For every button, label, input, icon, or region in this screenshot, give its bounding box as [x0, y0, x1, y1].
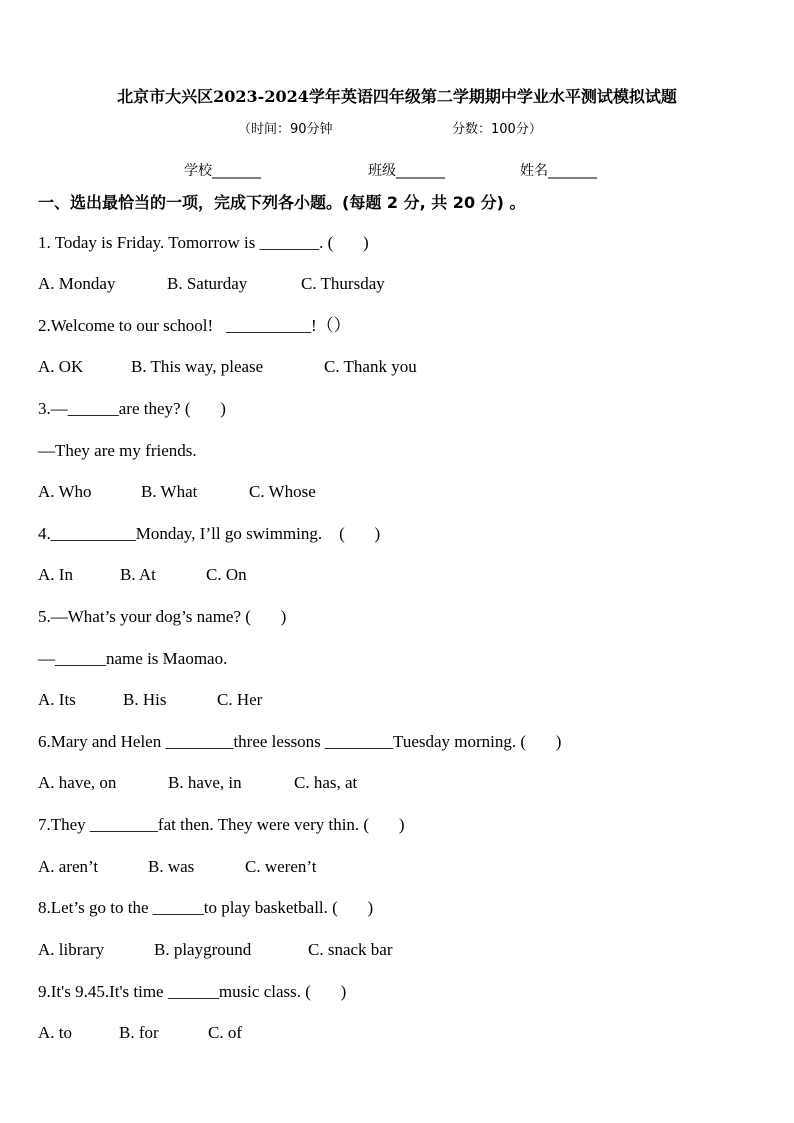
question-9-options — [38, 1022, 242, 1044]
question-4: 4.__________Monday, I’ll go swimming. ( ) — [38, 524, 381, 543]
option-a: A. to — [38, 1023, 72, 1042]
option-c: C. snack bar — [308, 940, 393, 959]
question-8: 8.Let’s go to the ______to play basketball. ( ) — [38, 898, 374, 917]
option-b: B. This way, please — [131, 357, 264, 376]
option-c: C. Her — [217, 690, 263, 709]
question-3: 3.—______are they? ( ) — [38, 399, 226, 418]
question-7-options — [38, 856, 316, 878]
option-b: B. for — [119, 1023, 159, 1042]
question-9: 9.It's 9.45.It's time ______music class. ( ) — [38, 982, 347, 1001]
option-b: B. His — [123, 690, 167, 709]
option-c: C. On — [206, 565, 247, 584]
school-field: 学校_______ — [184, 163, 261, 179]
option-a: A. library — [38, 940, 105, 959]
option-a: A. Who — [38, 482, 92, 501]
option-b: B. playground — [154, 940, 252, 959]
question-7: 7.They ________fat then. They were very thin. ( ) — [38, 815, 405, 834]
question-2-options — [38, 356, 417, 378]
option-b: B. At — [120, 565, 156, 584]
option-c: C. of — [208, 1023, 242, 1042]
option-a: A. have, on — [38, 773, 117, 792]
option-c: C. weren’t — [245, 857, 317, 876]
question-5: 5.—What’s your dog’s name? ( ) — [38, 607, 287, 626]
exam-score: 分数：100分） — [452, 122, 542, 137]
option-c: C. Thank you — [324, 357, 417, 376]
option-b: B. Saturday — [167, 274, 248, 293]
option-a: A. aren’t — [38, 857, 99, 876]
class-field: 班级_______ — [368, 163, 445, 179]
question-3-options — [38, 481, 316, 503]
question-5-answer-line: —______name is Maomao. — [38, 649, 228, 668]
question-3-answer-line: —They are my friends. — [38, 441, 197, 460]
question-4-options — [38, 564, 247, 586]
question-1-options — [38, 273, 385, 295]
section-heading: 一、选出最恰当的一项，完成下列各小题。(每题 2 分, 共 20 分) 。 — [38, 193, 526, 212]
question-5-options — [38, 689, 262, 711]
option-a: A. Monday — [38, 274, 116, 293]
option-a: A. In — [38, 565, 73, 584]
option-b: B. What — [141, 482, 198, 501]
option-c: C. has, at — [294, 773, 358, 792]
option-c: C. Thursday — [301, 274, 385, 293]
option-b: B. have, in — [168, 773, 242, 792]
question-6: 6.Mary and Helen ________three lessons ________Tuesday morning. ( ) — [38, 732, 562, 751]
exam-title: 北京市大兴区2023-2024学年英语四年级第二学期期中学业水平测试模拟试题 — [117, 87, 677, 106]
exam-time: （时间：90分钟 — [238, 122, 333, 137]
question-2: 2.Welcome to our school! __________!（） — [38, 316, 351, 335]
option-c: C. Whose — [249, 482, 316, 501]
question-8-options — [38, 939, 393, 961]
option-a: A. OK — [38, 357, 84, 376]
question-1: 1. Today is Friday. Tomorrow is _______. ( ) — [38, 233, 369, 252]
question-6-options — [38, 772, 357, 794]
option-b: B. was — [148, 857, 195, 876]
name-field: 姓名_______ — [520, 163, 597, 179]
option-a: A. Its — [38, 690, 76, 709]
